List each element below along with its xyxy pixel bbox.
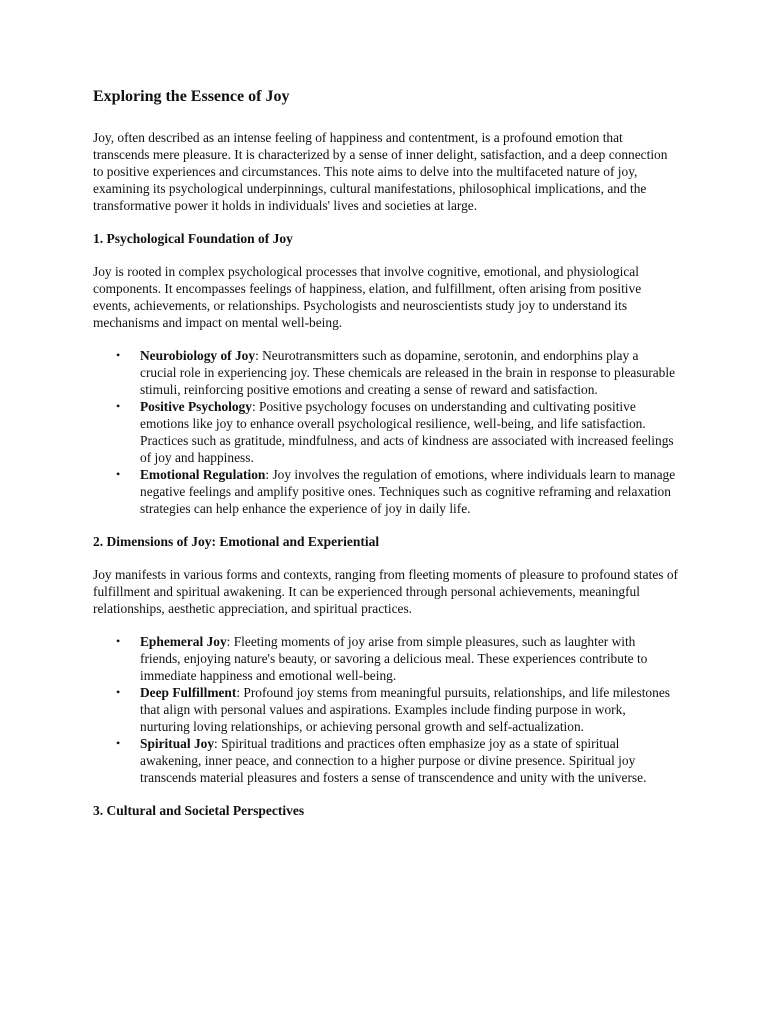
list-item bbox=[116, 466, 678, 517]
bullet-icon: • bbox=[116, 736, 121, 750]
bullet-icon: • bbox=[116, 634, 121, 648]
section-2-heading: 2. Dimensions of Joy: Emotional and Experiential bbox=[93, 534, 380, 549]
list-item-term: Deep Fulfillment bbox=[140, 685, 237, 700]
list-item-text: : Neurotransmitters such as dopamine, serotonin, and endorphins play a crucial role in experiencing joy. These chemicals are released in the brain in response to pleasurable stimuli, reinforcing positive emotions and creating a sense of reward and satisfaction. bbox=[140, 348, 676, 397]
list-item bbox=[116, 735, 678, 786]
section-3-heading: 3. Cultural and Societal Perspectives bbox=[93, 803, 305, 818]
list-item bbox=[116, 633, 678, 684]
list-item-term: Emotional Regulation bbox=[140, 467, 266, 482]
document-page bbox=[93, 86, 678, 835]
list-item-term: Neurobiology of Joy bbox=[140, 348, 256, 363]
section-1-heading: 1. Psychological Foundation of Joy bbox=[93, 231, 293, 246]
section-2-paragraph: Joy manifests in various forms and contexts, ranging from fleeting moments of pleasure to profound states of fulfillment and spiritual awakening. It can be experienced through personal achievements, meaningful relationships, aesthetic appreciation, and spiritual practices. bbox=[93, 567, 678, 616]
list-item-term: Spiritual Joy bbox=[140, 736, 215, 751]
bullet-icon: • bbox=[116, 399, 121, 413]
list-item-term: Positive Psychology bbox=[140, 399, 252, 414]
list-item-text: : Fleeting moments of joy arise from simple pleasures, such as laughter with friends, enjoying nature's beauty, or savoring a delicious meal. These experiences contribute to immediate happiness and emotional well-being. bbox=[140, 634, 648, 683]
list-item bbox=[116, 398, 678, 466]
bullet-icon: • bbox=[116, 685, 121, 699]
list-item bbox=[116, 684, 678, 735]
intro-paragraph: Joy, often described as an intense feeling of happiness and contentment, is a profound emotion that transcends mere pleasure. It is characterized by a sense of inner delight, satisfaction, and a deep connection to positive experiences and circumstances. This note aims to delve into the multifaceted nature of joy, examining its psychological underpinnings, cultural manifestations, philosophical implications, and the transformative power it holds in individuals' lives and societies at large. bbox=[93, 130, 668, 213]
section-1-paragraph: Joy is rooted in complex psychological processes that involve cognitive, emotional, and physiological components. It encompasses feelings of happiness, elation, and fulfillment, often arising from positive events, achievements, or relationships. Psychologists and neuroscientists study joy to understand its mechanisms and impact on mental well-being. bbox=[93, 264, 642, 330]
list-item-text: : Positive psychology focuses on understanding and cultivating positive emotions like joy to enhance overall psychological resilience, well-being, and life satisfaction. Practices such as gratitude, mindfulness, and acts of kindness are associated with increased feelings of joy and happiness. bbox=[140, 399, 674, 465]
list-item-text: : Spiritual traditions and practices often emphasize joy as a state of spiritual awakening, inner peace, and connection to a higher purpose or divine presence. Spiritual joy transcends material pleasures and fosters a sense of transcendence and unity with the universe. bbox=[140, 736, 647, 785]
list-item-term: Ephemeral Joy bbox=[140, 634, 227, 649]
bullet-icon: • bbox=[116, 467, 121, 481]
bullet-icon: • bbox=[116, 348, 121, 362]
list-item-text: : Profound joy stems from meaningful pursuits, relationships, and life milestones that align with personal values and aspirations. Examples include finding purpose in work, nurturing loving relationships, or achieving personal growth and self-actualization. bbox=[140, 685, 670, 734]
document-title: Exploring the Essence of Joy bbox=[93, 88, 290, 105]
section-1-list bbox=[93, 347, 678, 517]
list-item bbox=[116, 347, 678, 398]
list-item-text: : Joy involves the regulation of emotions, where individuals learn to manage negative feelings and amplify positive ones. Techniques such as cognitive reframing and relaxation strategies can help enhance the experience of joy in daily life. bbox=[140, 467, 676, 516]
section-2-list bbox=[93, 633, 678, 786]
